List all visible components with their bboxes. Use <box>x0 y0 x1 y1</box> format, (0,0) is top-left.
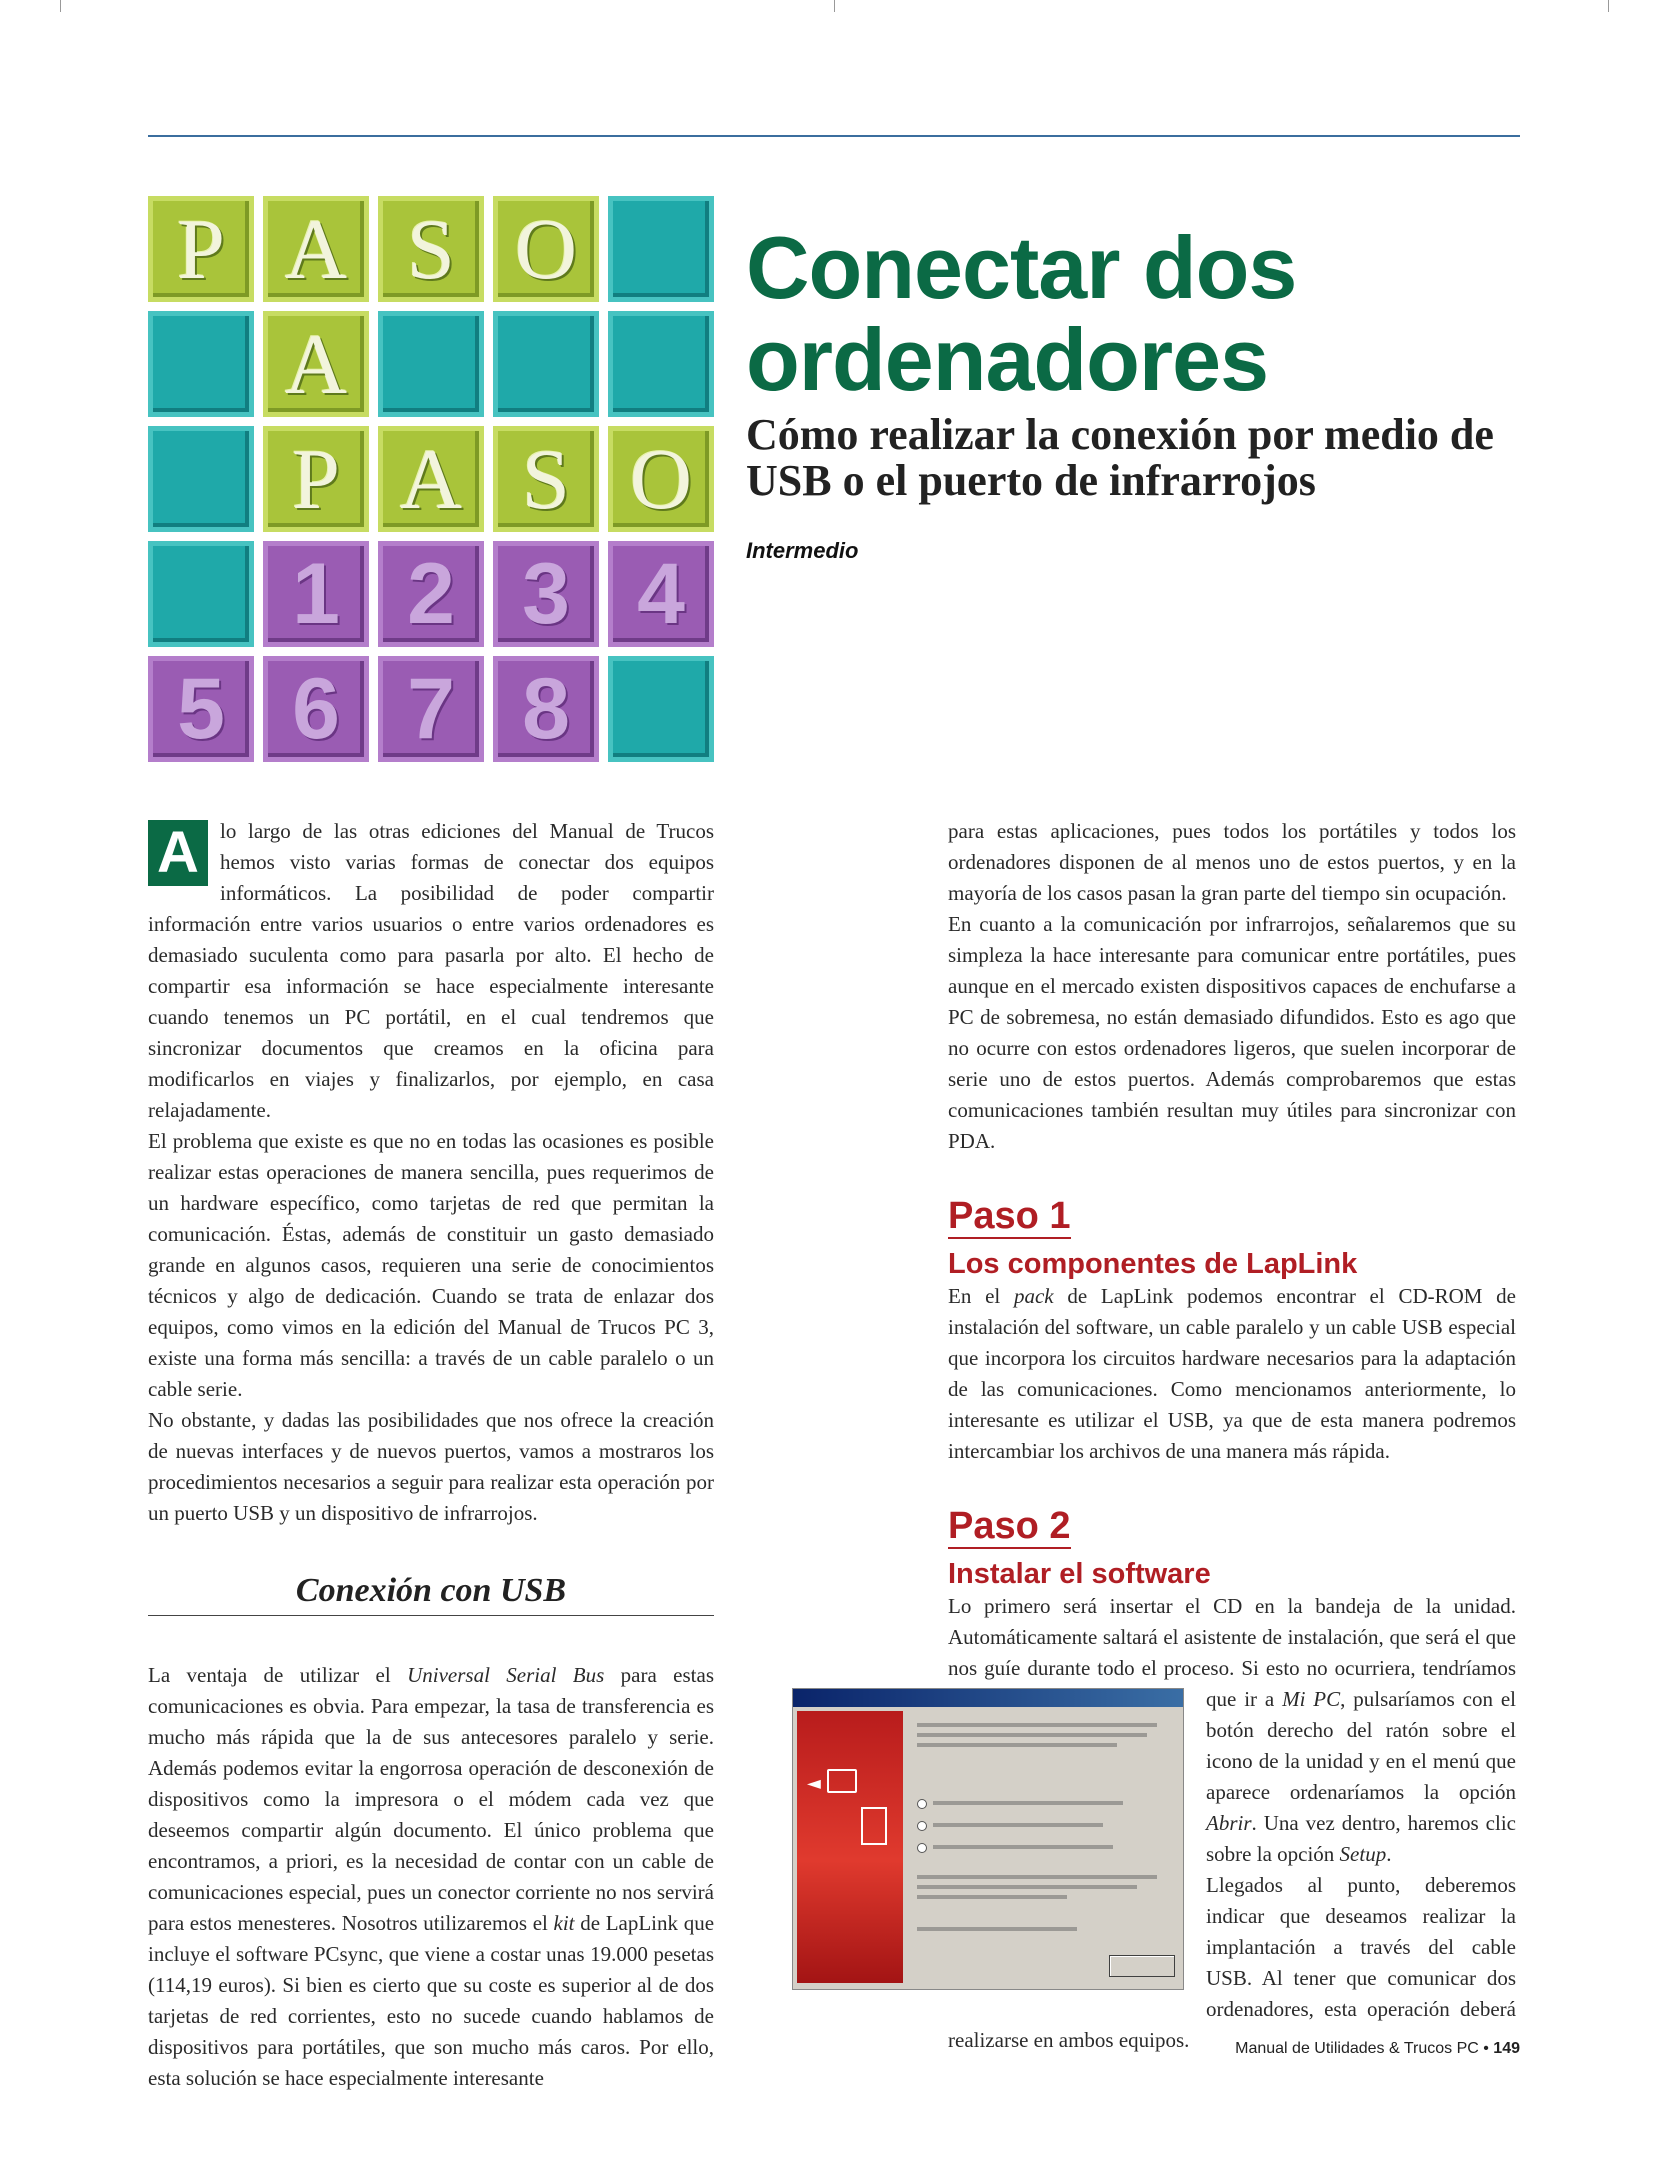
tile-O: O <box>608 426 714 532</box>
intro-text: lo largo de las otras ediciones del Manual de Trucos hemos visto varias formas de conectar dos equipos informáticos. La posibilidad de poder compartir información entre varios usuarios o entre varios ordenadores es demasiado suculenta como para pasarla por alto. El hecho de compartir esa información se hace especialmente interesante cuando tenemos un PC portátil, en el cual tendremos que sincronizar documentos que creamos en la oficina para modificarlos en viajes y finalizarlos, por ejemplo, en casa relajadamente. <box>148 819 714 1122</box>
page-title: Conectar dos ordenadores <box>746 218 1297 409</box>
paso1-text-b: de LapLink podemos encontrar el CD-ROM de instalación del software, un cable paralelo y un cable USB especial que incorpora los circuitos hardware necesarios para la adaptación de las comunicaciones. Como mencionamos anteriormente, lo interesante es utilizar el USB, ya que de esta manera podremos intercambiar los archivos de una manera más rápida. <box>948 1284 1517 1463</box>
tile-1: 1 <box>263 541 369 647</box>
paso2-text-em1: Mi PC <box>1282 1687 1341 1711</box>
usb-text-em: Universal Serial Bus <box>407 1663 605 1687</box>
dialog-titlebar <box>793 1689 1183 1707</box>
computer-icon <box>827 1769 857 1793</box>
paso-1-paragraph <box>948 1281 1516 1467</box>
radio-option <box>917 1821 927 1831</box>
paso2-text-em3: Setup <box>1339 1842 1387 1866</box>
crop-mark <box>1608 0 1609 12</box>
tile-blank <box>148 426 254 532</box>
paso2-text-a: Lo primero será insertar el CD en la bandeja de la unidad. Automáticamente saltará el asistente de instalación, que será el que nos guíe durante todo el proceso. Si esto no ocurriera, tendríamos que ir a <box>948 1594 1516 1711</box>
device-icon <box>861 1807 887 1845</box>
tile-P: P <box>148 196 254 302</box>
tile-P: P <box>263 426 369 532</box>
paso-2-label: Paso 2 <box>948 1505 1071 1547</box>
tile-blank <box>148 541 254 647</box>
difficulty-level: Intermedio <box>746 538 859 563</box>
page-footer <box>1235 2040 1520 2058</box>
usb-text-a: La ventaja de utilizar el <box>148 1663 408 1687</box>
arrow-icon: ◄ <box>807 1773 821 1794</box>
paso-1-heading: Los componentes de LapLink <box>948 1248 1358 1280</box>
crop-mark <box>834 0 835 12</box>
paso2-text-em2: Abrir <box>1206 1811 1252 1835</box>
next-button <box>1109 1955 1175 1977</box>
paso-2-heading: Instalar el software <box>948 1558 1211 1590</box>
tile-2: 2 <box>378 541 484 647</box>
tile-7: 7 <box>378 656 484 762</box>
tile-blank <box>608 656 714 762</box>
dialog-banner <box>797 1711 903 1983</box>
tile-blank <box>608 196 714 302</box>
page-number: 149 <box>1493 2040 1520 2057</box>
usb-text-em2: kit <box>553 1911 575 1935</box>
usb-text-c: de LapLink que incluye el software PCsync, que viene a costar unas 19.000 pesetas (114,19 euros). Si bien es cierto que su coste es superior al de dos tarjetas de red corrientes, esto no sucede cuando hablamos de dispositivos para portátiles, que son mucho más caros. Por ello, esta solución se hace especialmente interesante <box>148 1911 715 2090</box>
intro-paragraph-3: No obstante, y dadas las posibilidades que nos ofrece la creación de nuevas interfaces y de nuevos puertos, vamos a mostraros los procedimientos necesarios a seguir para realizar esta operación por un puerto USB y un dispositivo de infrarrojos. <box>148 1408 714 1525</box>
paso1-text-em: pack <box>1013 1284 1054 1308</box>
radio-option <box>917 1843 927 1853</box>
tile-blank <box>608 311 714 417</box>
top-rule <box>148 135 1520 137</box>
paso-2-paragraph-2: Llegados al punto, deberemos indicar que deseamos realizar la implantación a través del cable USB. Al tener que comunicar dos ordenadores, esta operación deberá realizarse en ambos equipos. <box>948 1873 1516 2052</box>
intro-paragraph-1 <box>148 816 714 1126</box>
col2-paragraph-1: para estas aplicaciones, pues todos los portátiles y todos los ordenadores disponen de al menos uno de estos puertos, y en la mayoría de los casos pasan la gran parte del tiempo sin ocupación. <box>948 819 1516 905</box>
usb-paragraph <box>148 1660 714 2094</box>
dropcap: A <box>148 820 208 886</box>
tile-A: A <box>263 311 369 417</box>
paso2-text-b: , pulsaríamos con el botón derecho del ratón sobre el icono de la unidad y en el menú que aparece ordenaríamos la opción <box>1206 1687 1516 1804</box>
paso-1-label: Paso 1 <box>948 1195 1071 1237</box>
paso-a-paso-graphic <box>148 196 716 762</box>
tile-S: S <box>378 196 484 302</box>
col2-paragraph-2: En cuanto a la comunicación por infrarrojos, señalaremos que su simpleza la hace interesante para comunicar entre portátiles, pues aunque en el mercado existen dispositivos capaces de enchufarse a PC de sobremesa, no están demasiado difundidos. Esto es ago que no ocurre con estos ordenadores ligeros, que suelen incorporar de serie uno de estos puertos. Además comprobaremos que estas comunicaciones también resultan muy útiles para sincronizar con PDA. <box>948 912 1516 1153</box>
tile-3: 3 <box>493 541 599 647</box>
tile-6: 6 <box>263 656 369 762</box>
usb-text-b: para estas comunicaciones es obvia. Para empezar, la tasa de transferencia es mucho más rápida que la de sus antecesores paralelo y serie. Además podemos evitar la engorrosa operación de desconexión de dispositivos como la impresora o el módem cada vez que deseemos compartir algún documento. El único problema que encontramos, a priori, es la necesidad de contar con un cable de comunicaciones especial, pues un conector corriente no nos servirá para estos menesteres. Nosotros utilizaremos el <box>148 1663 715 1935</box>
paso1-text-a: En el <box>948 1284 1014 1308</box>
tile-blank <box>378 311 484 417</box>
paso2-text-c: . Una vez dentro, haremos clic sobre la opción <box>1206 1811 1516 1866</box>
paso2-text-d: . <box>1386 1842 1392 1866</box>
installer-dialog-screenshot <box>792 1688 1184 1990</box>
section-heading-usb: Conexión con USB <box>148 1571 714 1616</box>
tile-A: A <box>263 196 369 302</box>
crop-mark <box>60 0 61 12</box>
radio-option <box>917 1799 927 1809</box>
tile-O: O <box>493 196 599 302</box>
tile-8: 8 <box>493 656 599 762</box>
tile-blank <box>493 311 599 417</box>
tile-4: 4 <box>608 541 714 647</box>
page-subtitle: Cómo realizar la conexión por medio de USB o el puerto de infrarrojos <box>746 410 1494 505</box>
tile-5: 5 <box>148 656 254 762</box>
tile-S: S <box>493 426 599 532</box>
tile-A: A <box>378 426 484 532</box>
intro-paragraph-2: El problema que existe es que no en todas las ocasiones es posible realizar estas operaciones de manera sencilla, pues requerimos de un hardware específico, como tarjetas de red que permitan la comunicación. Éstas, además de constituir un gasto demasiado grande en algunos casos, requieren una serie de conocimientos técnicos y algo de dedicación. Cuando se trata de enlazar dos equipos, como vimos en la edición del Manual de Trucos PC 3, existe una forma más sencilla: a través de un cable paralelo o un cable serie. <box>148 1129 714 1401</box>
footer-text: Manual de Utilidades & Trucos PC • <box>1235 2040 1494 2057</box>
column-left <box>148 816 714 2094</box>
tile-blank <box>148 311 254 417</box>
